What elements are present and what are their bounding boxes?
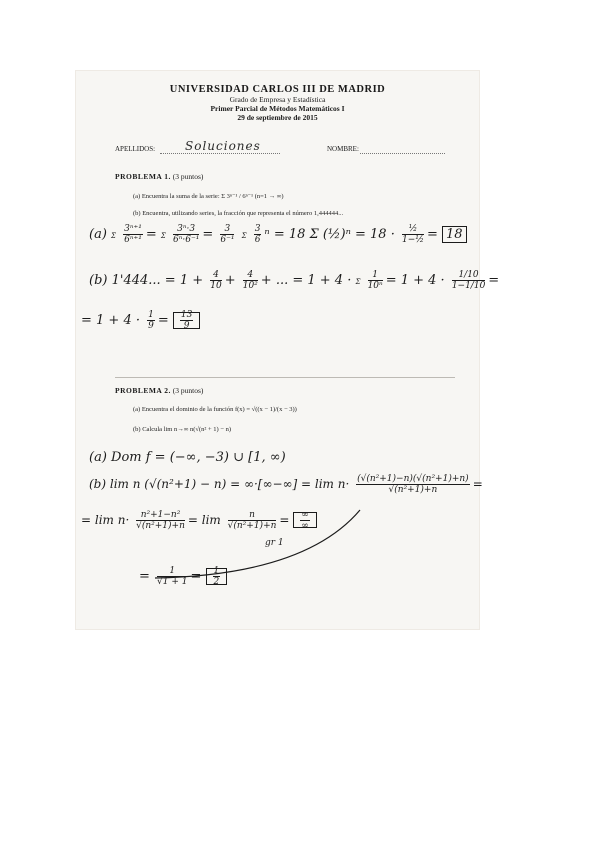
problem2-part-b: (b) Calcula lim n→∞ n(√(n² + 1) − n) — [133, 426, 231, 433]
problem1-title: PROBLEMA 1. (3 puntos) — [115, 172, 204, 181]
problem2-part-a: (a) Encuentra el dominio de la función f(x) = √((x − 1)/(x − 3)) — [133, 406, 297, 413]
exam-sheet — [75, 70, 500, 630]
solution-1b-line2: = 1 + 4 · $\frac{1}{9}$ = $\frac{13}{9}$ — [81, 310, 200, 331]
apellidos-handwritten: Soluciones — [185, 139, 261, 153]
exam-title: Primer Parcial de Métodos Matemáticos I — [210, 104, 345, 113]
exam-date: 29 de septiembre de 2015 — [237, 113, 318, 122]
degree-name: Grado de Empresa y Estadística — [229, 95, 326, 104]
solution-1a: (a) Σ $\frac{\text{3ⁿ⁺¹}}{\text{6ⁿ⁺¹}}$ = Σ $\frac{\text{3ⁿ·3}}{\text{6ⁿ·6⁻¹}}$ = $\frac{3}{\text{6⁻¹}}$ Σ $\frac{3}{6}$ ⁿ = 18 Σ (½)ⁿ = 18 · $\frac{\text{½}}{\text{1−½}}$ = 18 — [89, 224, 467, 245]
handwritten-arrow-stroke — [75, 70, 480, 630]
solution-1a-result: 18 — [442, 226, 467, 243]
solution-2b-note: gr 1 — [265, 538, 284, 548]
problem1-part-b: (b) Encuentra, utilizando series, la fracción que representa el número 1,444444... — [133, 210, 344, 217]
solution-2a: (a) Dom f = (−∞, −3) ∪ [1, ∞) — [89, 450, 286, 465]
solution-1b: (b) 1'444... = 1 + $\frac{4}{10}$ + $\frac{4}{\text{10²}}$ + ... = 1 + 4 · Σ $\frac{1}{\text{10ⁿ}}$ = 1 + 4 · $\frac{1/10}{1-1/10}$ = — [89, 270, 500, 291]
solution-2b-line2: = lim n· $\frac{\text{n²+1−n²}}{\text{√(n²+1)+n}}$ = lim $\frac{n}{\text{√(n²+1)+n}}$ = $\frac{\infty}{\infty}$ — [81, 510, 317, 531]
university-name: UNIVERSIDAD CARLOS III DE MADRID — [169, 84, 386, 95]
apellidos-label: APELLIDOS: — [115, 145, 156, 153]
problem1-part-a: (a) Encuentra la suma de la serie: Σ 3ⁿ⁻¹ / 6ⁿ⁻¹ (n=1 → ∞) — [133, 193, 284, 200]
solution-2b-line3: = $\frac{1}{√1 + 1}$ = $\frac{1}{2}$ — [139, 566, 227, 587]
problem2-title: PROBLEMA 2. (3 puntos) — [115, 386, 204, 395]
nombre-label: NOMBRE: — [327, 145, 359, 153]
solution-2b-line1: (b) lim n (√(n²+1) − n) = ∞·[∞−∞] = lim n· $\frac{\text{(√(n²+1)−n)(√(n²+1)+n)}}{\text{√(n²+1)+n}}$ = — [89, 474, 483, 495]
